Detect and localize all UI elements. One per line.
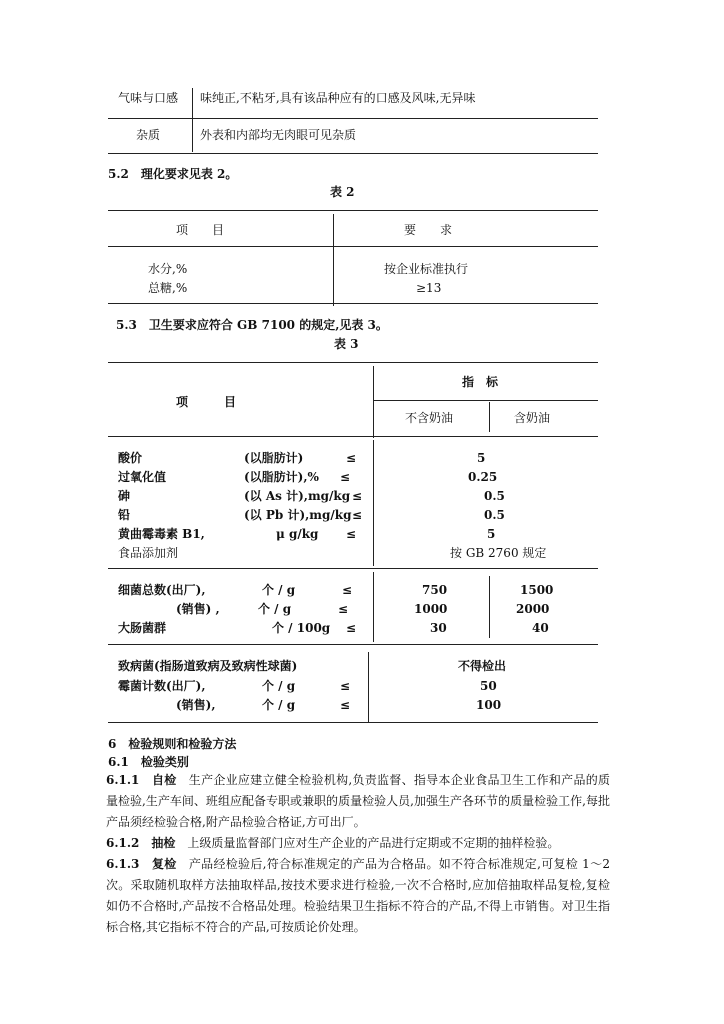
table-3-name: 致病菌(指肠道致病及致病性球菌) <box>118 659 298 673</box>
table-3-col-cream: 含奶油 <box>514 411 551 425</box>
table-3-basis: (以 Pb 计),mg/kg <box>244 508 352 522</box>
table-2-req: ≥13 <box>416 281 442 295</box>
table-2-req: 按企业标准执行 <box>384 262 469 276</box>
table-3-top-rule <box>108 362 598 363</box>
table-3-value: 0.5 <box>484 489 505 503</box>
table-3-op: ≤ <box>352 508 363 522</box>
table-3-unit: 个 / g <box>258 602 292 616</box>
table-3-value: 2000 <box>516 602 550 616</box>
table-3-value: 40 <box>532 621 549 635</box>
table-1-divider <box>192 120 193 152</box>
section-6-heading: 6 检验规则和检验方法 <box>108 737 237 751</box>
table-3-op: ≤ <box>340 698 351 712</box>
table-3-value: 5 <box>487 527 496 541</box>
table-3-op: ≤ <box>346 527 357 541</box>
table-2-col-req: 要 求 <box>404 223 453 237</box>
table-3-divider <box>373 440 374 566</box>
paragraph-6-1-3 <box>106 854 610 938</box>
table-3-name: 霉菌计数(出厂), <box>118 679 206 693</box>
table-2-divider <box>333 214 334 306</box>
table-3-unit: 个 / g <box>262 698 296 712</box>
table-3-basis: μ g/kg <box>276 527 319 541</box>
table-3-head-rule <box>108 436 598 437</box>
table-3-subhead-rule <box>374 400 598 401</box>
paragraph-6-1-1-text: 生产企业应建立健全检验机构,负责监督、指导本企业食品卫生工作和产品的质量检验,生产车间、班组应配备专职或兼职的质量检验人员,加强生产各环节的质量检验工作,每批产品须经检验合格,附产品检验合格证,方可出厂。 <box>106 773 610 829</box>
table-3-subdivider <box>489 576 490 638</box>
table-3-unit: 个 / g <box>262 679 296 693</box>
table-3-bottom-rule <box>108 722 598 723</box>
table-3-op: ≤ <box>346 451 357 465</box>
table-3-name: 过氧化值 <box>118 470 167 484</box>
table-3-value: 750 <box>422 583 448 597</box>
table-3-op: ≤ <box>352 489 363 503</box>
table-3-value: 100 <box>476 698 502 712</box>
table-3-value: 0.5 <box>484 508 505 522</box>
table-3-op: ≤ <box>340 470 351 484</box>
paragraph-6-1-2-num: 6.1.2 抽检 <box>106 836 176 850</box>
paragraph-6-1-2-text: 上级质量监督部门应对生产企业的产品进行定期或不定期的抽样检验。 <box>175 836 560 850</box>
table-3-name: 砷 <box>118 489 131 503</box>
table-3-value: 按 GB 2760 规定 <box>450 546 547 560</box>
table-3-name: 细菌总数(出厂), <box>118 583 206 597</box>
table-3-value: 50 <box>480 679 497 693</box>
table-1-req: 外表和内部均无肉眼可见杂质 <box>200 128 357 142</box>
table-3-name: 食品添加剂 <box>118 546 179 560</box>
table-3-divider <box>373 572 374 642</box>
paragraph-6-1-1 <box>106 770 610 833</box>
table-3-col-index: 指 标 <box>462 375 499 389</box>
table-3-value: 不得检出 <box>458 659 507 673</box>
table-3-col-item: 项 目 <box>176 395 237 409</box>
table-3-op: ≤ <box>340 679 351 693</box>
table-3-basis: (以脂肪计),% <box>244 470 319 484</box>
table-3-col-no-cream: 不含奶油 <box>405 411 454 425</box>
table-3-name: (销售), <box>176 698 216 712</box>
table-2-item: 水分,% <box>148 262 188 276</box>
table-3-unit: 个 / 100g <box>272 621 331 635</box>
table-3-op: ≤ <box>338 602 349 616</box>
table-3-value: 5 <box>477 451 486 465</box>
table-3-name: 酸价 <box>118 451 143 465</box>
table-3-op: ≤ <box>342 583 353 597</box>
table-3-name: (销售) , <box>176 602 220 616</box>
paragraph-6-1-2 <box>106 833 610 854</box>
table-2-bottom-rule <box>108 303 598 304</box>
table-3-value: 30 <box>430 621 447 635</box>
table-2-head-rule <box>108 246 598 247</box>
table-2-caption: 表 2 <box>330 185 355 199</box>
table-3-value: 1000 <box>414 602 448 616</box>
table-3-divider <box>368 652 369 722</box>
table-1-item: 杂质 <box>136 128 161 142</box>
paragraph-6-1-1-num: 6.1.1 自检 <box>106 773 177 787</box>
table-2-col-item: 项 目 <box>176 223 225 237</box>
table-1-divider <box>192 88 193 120</box>
table-2-top-rule <box>108 210 598 211</box>
table-1-req: 味纯正,不粘牙,具有该品种应有的口感及风味,无异味 <box>200 91 476 105</box>
paragraph-6-1-3-num: 6.1.3 复检 <box>106 857 177 871</box>
table-3-caption: 表 3 <box>334 337 359 351</box>
table-3-basis: (以 As 计),mg/kg <box>244 489 351 503</box>
section-5-2: 5.2 理化要求见表 2。 <box>108 167 238 181</box>
table-3-value: 1500 <box>520 583 554 597</box>
table-3-divider <box>373 366 374 438</box>
paragraph-6-1-3-text: 产品经检验后,符合标准规定的产品为合格品。如不符合标准规定,可复检 1～2 次。采取随机取样方法抽取样品,按技术要求进行检验,一次不合格时,应加倍抽取样品复检,复检如仍不合格时,产品按不合格品处理。检验结果卫生指标不符合的产品,不得上市销售。对卫生指标合格,其它指标不符合的产品,可按质论价处理。 <box>106 857 611 934</box>
table-3-group-rule <box>108 644 598 645</box>
table-3-name: 大肠菌群 <box>118 621 167 635</box>
table-3-value: 0.25 <box>468 470 498 484</box>
table-3-op: ≤ <box>346 621 357 635</box>
table-3-name: 铅 <box>118 508 131 522</box>
table-3-name: 黄曲霉毒素 B1, <box>118 527 205 541</box>
table-1-bottom-rule <box>108 153 598 154</box>
table-2-item: 总糖,% <box>148 281 188 295</box>
section-6-1-heading: 6.1 检验类别 <box>108 755 189 769</box>
table-1-item: 气味与口感 <box>118 91 179 105</box>
section-5-3: 5.3 卫生要求应符合 GB 7100 的规定,见表 3。 <box>116 318 388 332</box>
table-3-subdivider <box>489 402 490 432</box>
table-3-basis: (以脂肪计) <box>244 451 304 465</box>
table-3-group-rule <box>108 568 598 569</box>
table-1-rule <box>108 118 598 119</box>
table-3-unit: 个 / g <box>262 583 296 597</box>
